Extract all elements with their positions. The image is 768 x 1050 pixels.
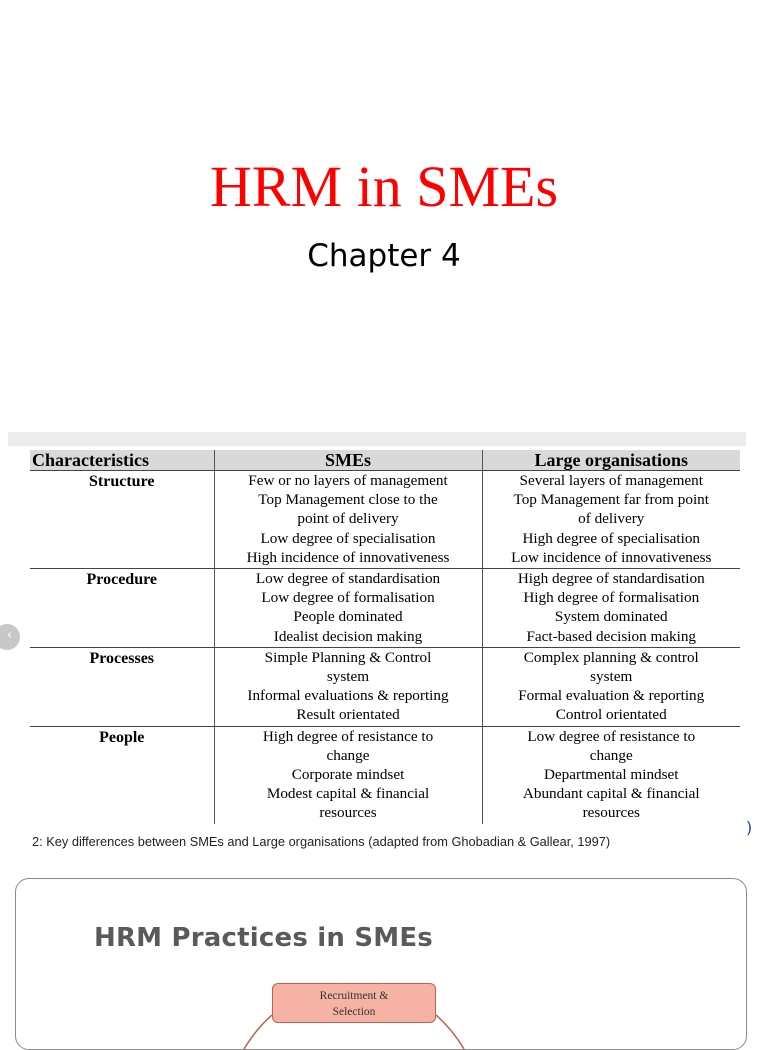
table-header-row bbox=[30, 450, 740, 471]
cell-line: Few or no layers of management bbox=[248, 472, 448, 489]
edge-fragment-text: ) bbox=[746, 818, 753, 837]
table-row bbox=[30, 569, 740, 648]
box-line: Selection bbox=[332, 1006, 376, 1018]
comparison-table bbox=[30, 450, 740, 824]
large-org-cell bbox=[482, 726, 740, 824]
cell-line: People dominated bbox=[293, 608, 403, 626]
cell-line: Fact-based decision making bbox=[526, 627, 697, 645]
cell-line: resources bbox=[582, 804, 640, 822]
cell-line: Control orientated bbox=[555, 706, 667, 724]
smes-cell bbox=[214, 569, 482, 648]
cell-line: Departmental mindset bbox=[543, 766, 679, 784]
cell-line: Low incidence of innovativeness bbox=[511, 548, 712, 566]
row-category: Processes bbox=[30, 647, 214, 726]
cell-line: Low degree of standardisation bbox=[255, 570, 441, 588]
recruitment-selection-box bbox=[272, 983, 436, 1023]
cell-line: Several layers of management bbox=[519, 472, 703, 489]
panel-title: HRM Practices in SMEs bbox=[94, 923, 433, 953]
cell-line: resources bbox=[319, 804, 377, 822]
slide-title: HRM in SMEs bbox=[209, 154, 559, 219]
table-row bbox=[30, 471, 740, 569]
large-org-cell bbox=[482, 647, 740, 726]
cell-line: point of delivery bbox=[297, 510, 399, 528]
header-smes: SMEs bbox=[214, 450, 482, 471]
comparison-table-image bbox=[30, 450, 740, 824]
cell-line: High degree of standardisation bbox=[517, 570, 705, 588]
cell-line: Corporate mindset bbox=[291, 766, 405, 784]
table-row bbox=[30, 726, 740, 824]
cell-line: Abundant capital & financial bbox=[522, 785, 700, 803]
cell-line: Modest capital & financial bbox=[266, 785, 430, 803]
smes-cell bbox=[214, 726, 482, 824]
cell-line: Result orientated bbox=[296, 706, 400, 724]
cell-line: Top Management close to the bbox=[258, 491, 438, 509]
cell-line: High degree of resistance to bbox=[262, 727, 434, 745]
cell-line: system bbox=[326, 668, 370, 686]
hrm-practices-panel bbox=[15, 878, 747, 1050]
header-characteristics: Characteristics bbox=[30, 450, 214, 471]
box-line: Recruitment & bbox=[319, 990, 389, 1002]
cell-line: of delivery bbox=[578, 510, 645, 528]
cell-line: Informal evaluations & reporting bbox=[247, 687, 449, 705]
table-row bbox=[30, 647, 740, 726]
table-caption: 2: Key differences between SMEs and Large organisations (adapted from Ghobadian & Gallear, 1997) bbox=[32, 834, 611, 849]
cell-line: change bbox=[326, 746, 370, 764]
row-category: People bbox=[99, 728, 145, 746]
cell-line: Low degree of resistance to bbox=[527, 727, 696, 745]
smes-cell bbox=[214, 647, 482, 726]
slide-subtitle: Chapter 4 bbox=[307, 238, 461, 274]
side-nav-arrow-icon[interactable]: ‹ bbox=[0, 624, 20, 650]
cell-line: Complex planning & control bbox=[523, 648, 699, 666]
cell-line: Top Management far from point bbox=[513, 491, 709, 509]
cell-line: High degree of formalisation bbox=[523, 589, 700, 607]
row-category: Structure bbox=[30, 471, 214, 569]
cell-line: system bbox=[590, 668, 633, 686]
cell-line: High degree of specialisation bbox=[522, 529, 701, 547]
smes-cell bbox=[214, 471, 482, 569]
cell-line: Low degree of formalisation bbox=[261, 589, 435, 607]
large-org-cell bbox=[482, 569, 740, 648]
row-category: Procedure bbox=[30, 569, 214, 648]
image-top-band bbox=[8, 432, 746, 446]
cell-line: change bbox=[589, 746, 633, 764]
cell-line: Idealist decision making bbox=[273, 627, 423, 645]
cell-line: Low degree of specialisation bbox=[260, 529, 436, 547]
cell-line: System dominated bbox=[554, 608, 668, 626]
header-large-organisations: Large organisations bbox=[482, 450, 740, 471]
cell-line: Formal evaluation & reporting bbox=[518, 687, 705, 705]
large-org-cell bbox=[482, 471, 740, 569]
cell-line: Simple Planning & Control bbox=[264, 648, 432, 666]
cell-line: High incidence of innovativeness bbox=[246, 548, 450, 566]
